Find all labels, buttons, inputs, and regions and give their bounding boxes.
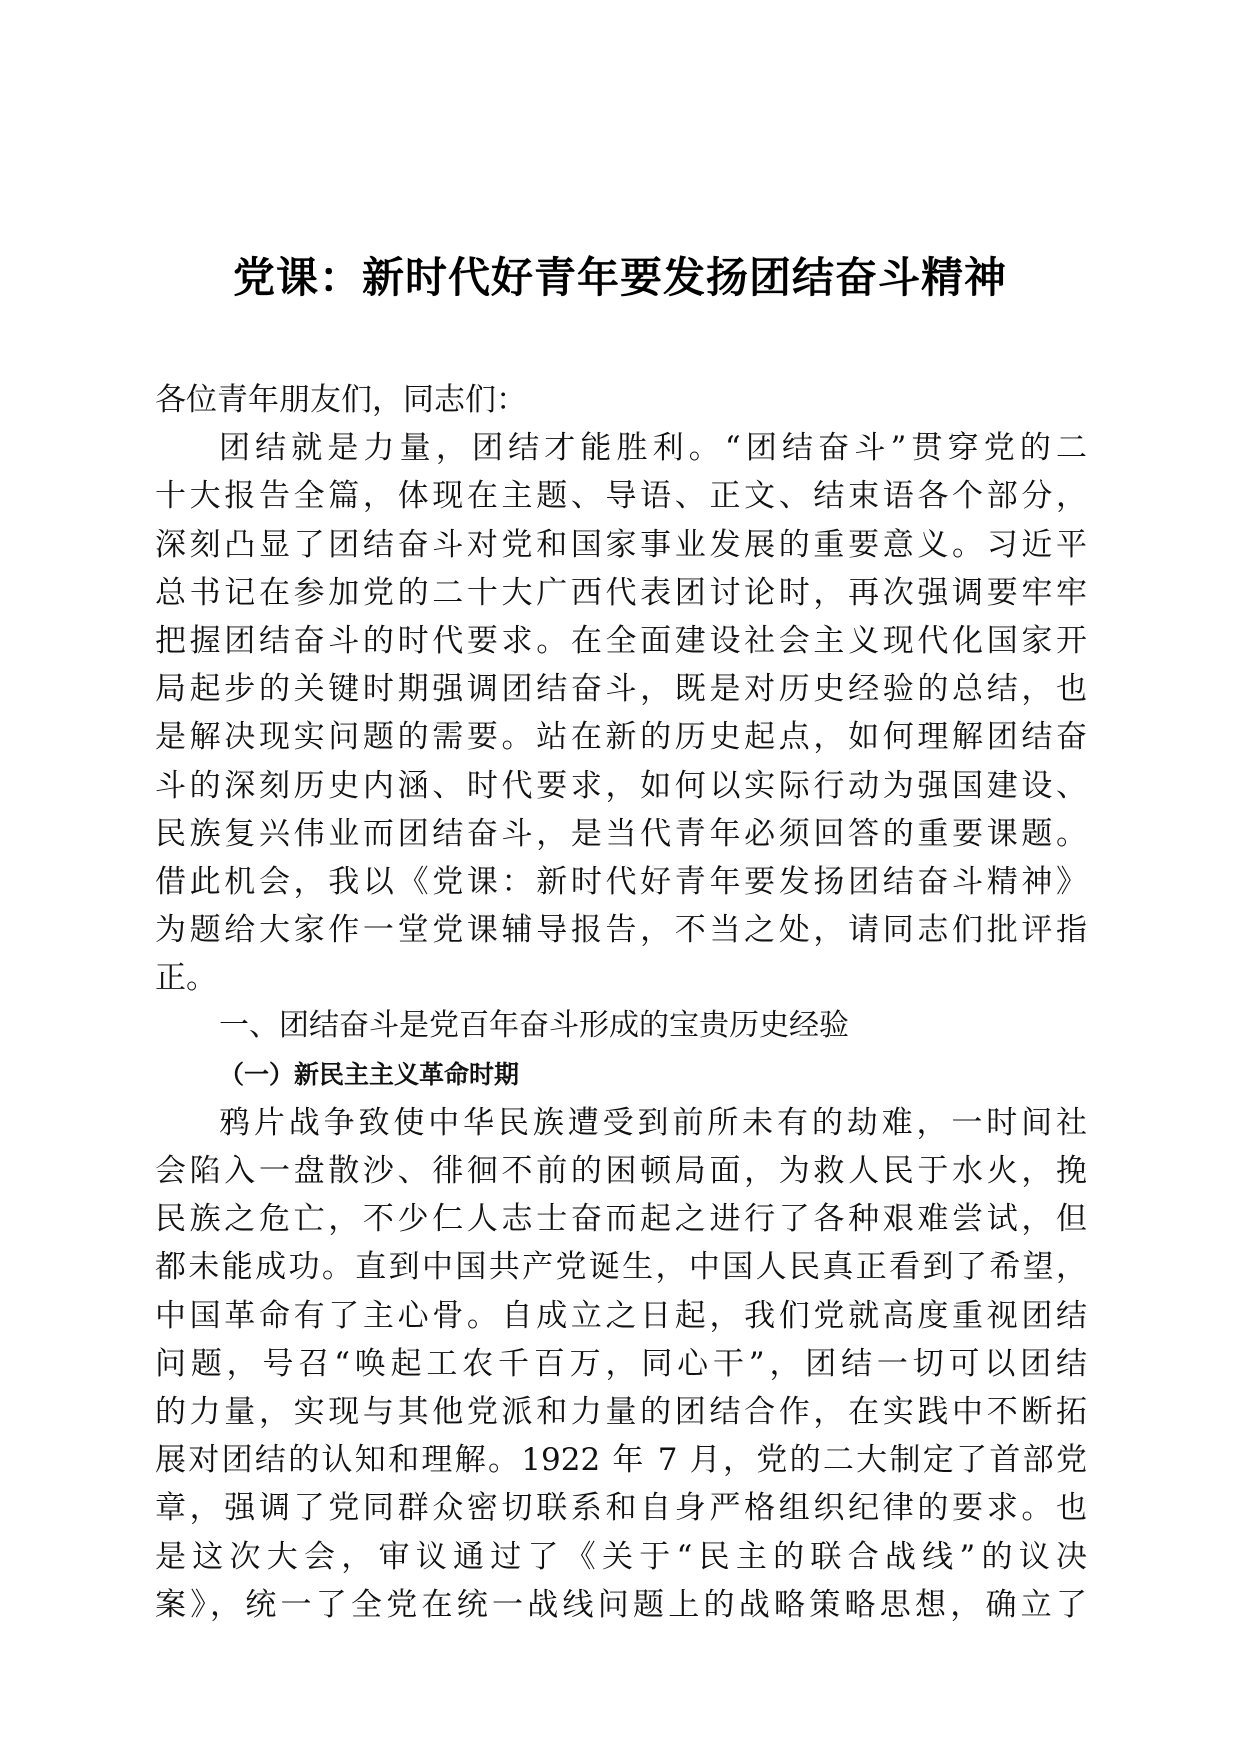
paragraph-line: 为题给大家作一堂党课辅导报告，不当之处，请同志们批评指 [155, 912, 1087, 949]
paragraph-line: 正。 [155, 960, 217, 997]
section-heading: 一、团结奋斗是党百年奋斗形成的宝贵历史经验 [219, 1008, 849, 1044]
paragraph-line: 案》，统一了全党在统一战线问题上的战略策略思想，确立了 [155, 1586, 1087, 1623]
paragraph-line: 章，强调了党同群众密切联系和自身严格组织纪律的要求。也 [155, 1490, 1087, 1527]
paragraph-line: 团结就是力量，团结才能胜利。“团结奋斗”贯穿党的二 [219, 430, 1087, 467]
paragraph-line: 鸦片战争致使中华民族遭受到前所未有的劫难，一时间社 [219, 1104, 1087, 1141]
paragraph-line: 问题，号召“唤起工农千百万，同心干”，团结一切可以团结 [155, 1345, 1087, 1382]
paragraph-line: 深刻凸显了团结奋斗对党和国家事业发展的重要意义。习近平 [155, 526, 1087, 563]
paragraph-line: 会陷入一盘散沙、徘徊不前的困顿局面，为救人民于水火，挽 [155, 1153, 1087, 1189]
paragraph-line: 十大报告全篇，体现在主题、导语、正文、结束语各个部分， [155, 478, 1087, 515]
salutation: 各位青年朋友们，同志们： [155, 382, 527, 418]
paragraph-line: 借此机会，我以《党课：新时代好青年要发扬团结奋斗精神》 [155, 863, 1087, 900]
paragraph-line: 的力量，实现与其他党派和力量的团结合作，在实践中不断拓 [155, 1393, 1087, 1430]
document-title: 党课：新时代好青年要发扬团结奋斗精神 [232, 253, 1007, 302]
paragraph-line: 是解决现实问题的需要。站在新的历史起点，如何理解团结奋 [155, 719, 1087, 756]
paragraph-line: 斗的深刻历史内涵、时代要求，如何以实际行动为强国建设、 [155, 767, 1087, 804]
paragraph-line: 是这次大会，审议通过了《关于“民主的联合战线”的议决 [155, 1538, 1087, 1575]
paragraph-line: 总书记在参加党的二十大广西代表团讨论时，再次强调要牢牢 [155, 574, 1087, 611]
paragraph-line: 局起步的关键时期强调团结奋斗，既是对历史经验的总结，也 [155, 671, 1087, 708]
paragraph-line: 民族复兴伟业而团结奋斗，是当代青年必须回答的重要课题。 [155, 815, 1087, 852]
paragraph-line: 民族之危亡，不少仁人志士奋而起之进行了各种艰难尝试，但 [155, 1201, 1087, 1238]
paragraph-line: 都未能成功。直到中国共产党诞生，中国人民真正看到了希望， [155, 1249, 1087, 1286]
paragraph-line: 中国革命有了主心骨。自成立之日起，我们党就高度重视团结 [155, 1297, 1087, 1334]
document-body [155, 376, 1087, 1629]
paragraph-line: 把握团结奋斗的时代要求。在全面建设社会主义现代化国家开 [155, 622, 1087, 659]
paragraph-line: 展对团结的认知和理解。1922 年 7 月，党的二大制定了首部党 [155, 1442, 1087, 1479]
subsection-heading: （一）新民主主义革命时期 [219, 1059, 520, 1089]
